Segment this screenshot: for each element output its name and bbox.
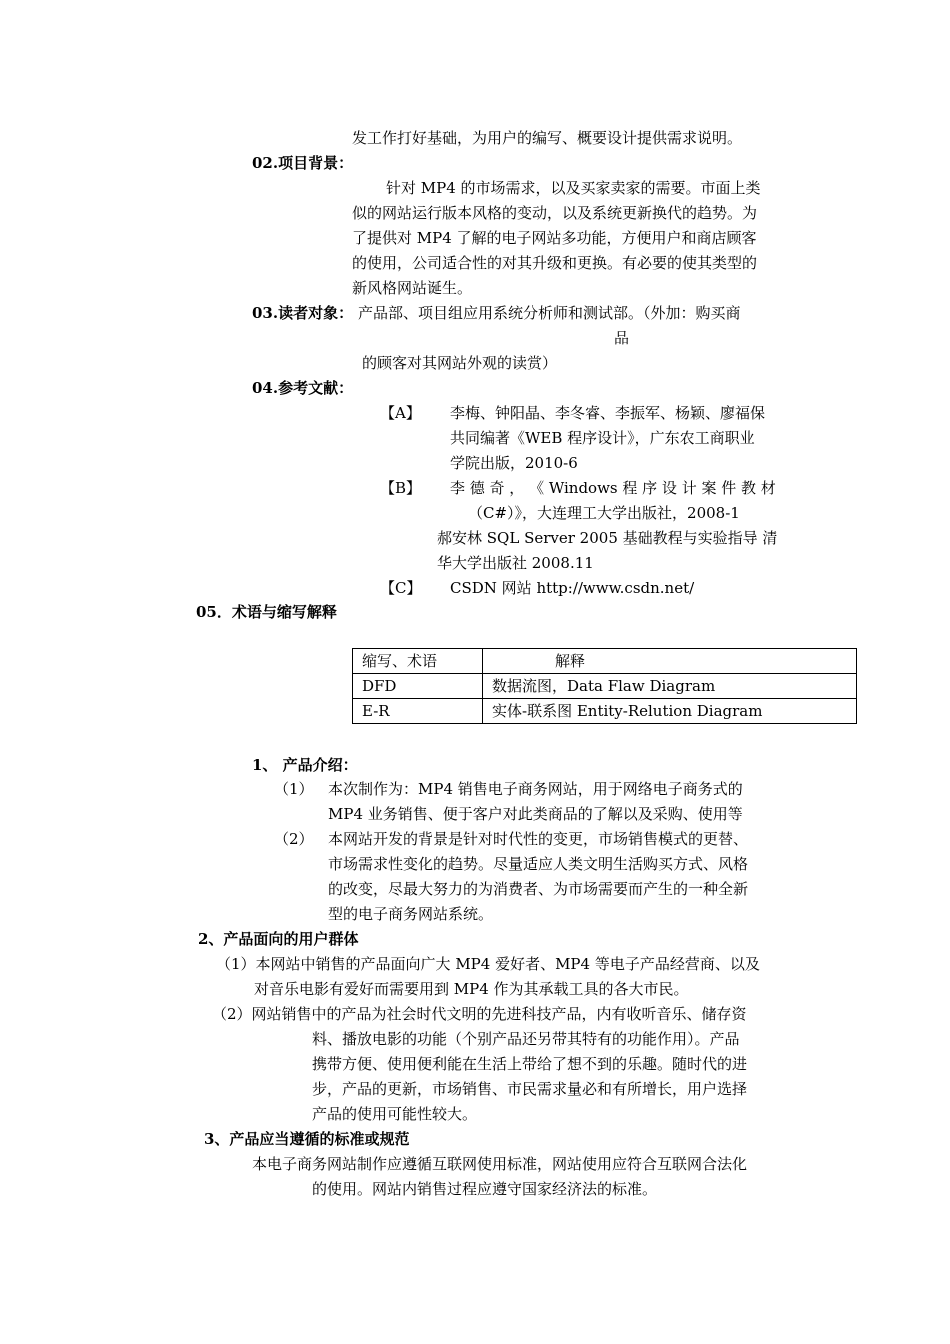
- users-line: 对音乐电影有爱好而需要用到 MP4 作为其承载工具的各大市民。: [254, 980, 689, 998]
- table-row: [353, 699, 857, 724]
- references-heading: 04.参考文献：: [252, 379, 354, 397]
- intro-line: 发工作打好基础，为用户的编写、概要设计提供需求说明。: [352, 129, 743, 147]
- background-line: 新风格网站诞生。: [352, 279, 473, 297]
- table-row: [353, 674, 857, 699]
- reference-line: 李 德 奇 ， 《 Windows 程 序 设 计 案 件 教 材: [450, 479, 776, 497]
- background-heading: 02.项目背景：: [252, 154, 354, 172]
- product-item-num: （1）: [274, 780, 314, 798]
- table-header-cell: 解释: [483, 649, 857, 674]
- reference-tag-c: 【C】: [380, 579, 422, 597]
- background-line: 针对 MP4 的市场需求，以及买家卖家的需要。市面上类: [386, 179, 761, 197]
- standards-line: 本电子商务网站制作应遵循互联网使用标准，网站使用应符合互联网合法化: [252, 1155, 748, 1173]
- product-item-line: 本网站开发的背景是针对时代性的变更，市场销售模式的更替、: [328, 830, 749, 848]
- reference-tag-a: 【A】: [380, 404, 421, 422]
- users-line: 步，产品的更新，市场销售、市民需求量必和有所增长，用户选择: [312, 1080, 748, 1098]
- reference-line: CSDN 网站 http://www.csdn.net/: [450, 579, 695, 597]
- users-line: 产品的使用可能性较大。: [312, 1105, 478, 1123]
- readers-heading: 03.读者对象：: [252, 304, 354, 322]
- table-cell: E-R: [353, 699, 483, 724]
- table-cell: DFD: [353, 674, 483, 699]
- users-line: （2）网站销售中的产品为社会时代文明的先进科技产品，内有收听音乐、储存资: [212, 1005, 747, 1023]
- reference-line: 李梅、钟阳晶、李冬睿、李振军、杨颖、廖福保: [450, 404, 766, 422]
- table-cell: 数据流图，Data Flaw Diagram: [483, 674, 857, 699]
- background-line: 的使用，公司适合性的对其升级和更换。有必要的使其类型的: [352, 254, 758, 272]
- background-line: 似的网站运行版本风格的变动，以及系统更新换代的趋势。为: [352, 204, 758, 222]
- users-line: 携带方便、使用便利能在生活上带给了想不到的乐趣。随时代的进: [312, 1055, 748, 1073]
- standards-line: 的使用。网站内销售过程应遵守国家经济法的标准。: [312, 1180, 658, 1198]
- users-line: 料、播放电影的功能（个别产品还另带其特有的功能作用）。产品: [312, 1030, 740, 1048]
- product-heading: 1、 产品介绍：: [252, 756, 358, 774]
- terms-table: [352, 648, 857, 724]
- standards-heading: 3、产品应当遵循的标准或规范: [204, 1130, 410, 1148]
- users-line: （1）本网站中销售的产品面向广大 MP4 爱好者、MP4 等电子产品经营商、以及: [216, 955, 760, 973]
- reference-line: 共同编著《WEB 程序设计》，广东农工商职业: [450, 429, 755, 447]
- product-item-line: 市场需求性变化的趋势。尽量适应人类文明生活购买方式、风格: [328, 855, 749, 873]
- readers-line: 的顾客对其网站外观的读赏）: [362, 354, 558, 372]
- product-item-line: 型的电子商务网站系统。: [328, 905, 494, 923]
- readers-text: 产品部、项目组应用系统分析师和测试部。（外加：购买商: [358, 304, 741, 322]
- product-item-num: （2）: [274, 830, 314, 848]
- product-item-line: 本次制作为：MP4 销售电子商务网站，用于网络电子商务式的: [328, 780, 743, 798]
- table-cell: 实体-联系图 Entity-Relution Diagram: [483, 699, 857, 724]
- terms-heading: 05．术语与缩写解释: [196, 603, 337, 621]
- table-header-cell: 缩写、术语: [353, 649, 483, 674]
- reference-line: 郝安林 SQL Server 2005 基础教程与实验指导 清: [437, 529, 778, 547]
- reference-line: 学院出版，2010-6: [450, 454, 578, 472]
- background-line: 了提供对 MP4 了解的电子网站多功能，方便用户和商店顾客: [352, 229, 757, 247]
- reference-tag-b: 【B】: [380, 479, 422, 497]
- readers-wrap: 品: [614, 329, 630, 347]
- table-header-row: [353, 649, 857, 674]
- reference-line: （C#）》，大连理工大学出版社，2008-1: [468, 504, 740, 522]
- users-heading: 2、产品面向的用户群体: [198, 930, 359, 948]
- product-item-line: 的改变，尽最大努力的为消费者、为市场需要而产生的一种全新: [328, 880, 749, 898]
- product-item-line: MP4 业务销售、便于客户对此类商品的了解以及采购、使用等: [328, 805, 743, 823]
- reference-line: 华大学出版社 2008.11: [437, 554, 594, 572]
